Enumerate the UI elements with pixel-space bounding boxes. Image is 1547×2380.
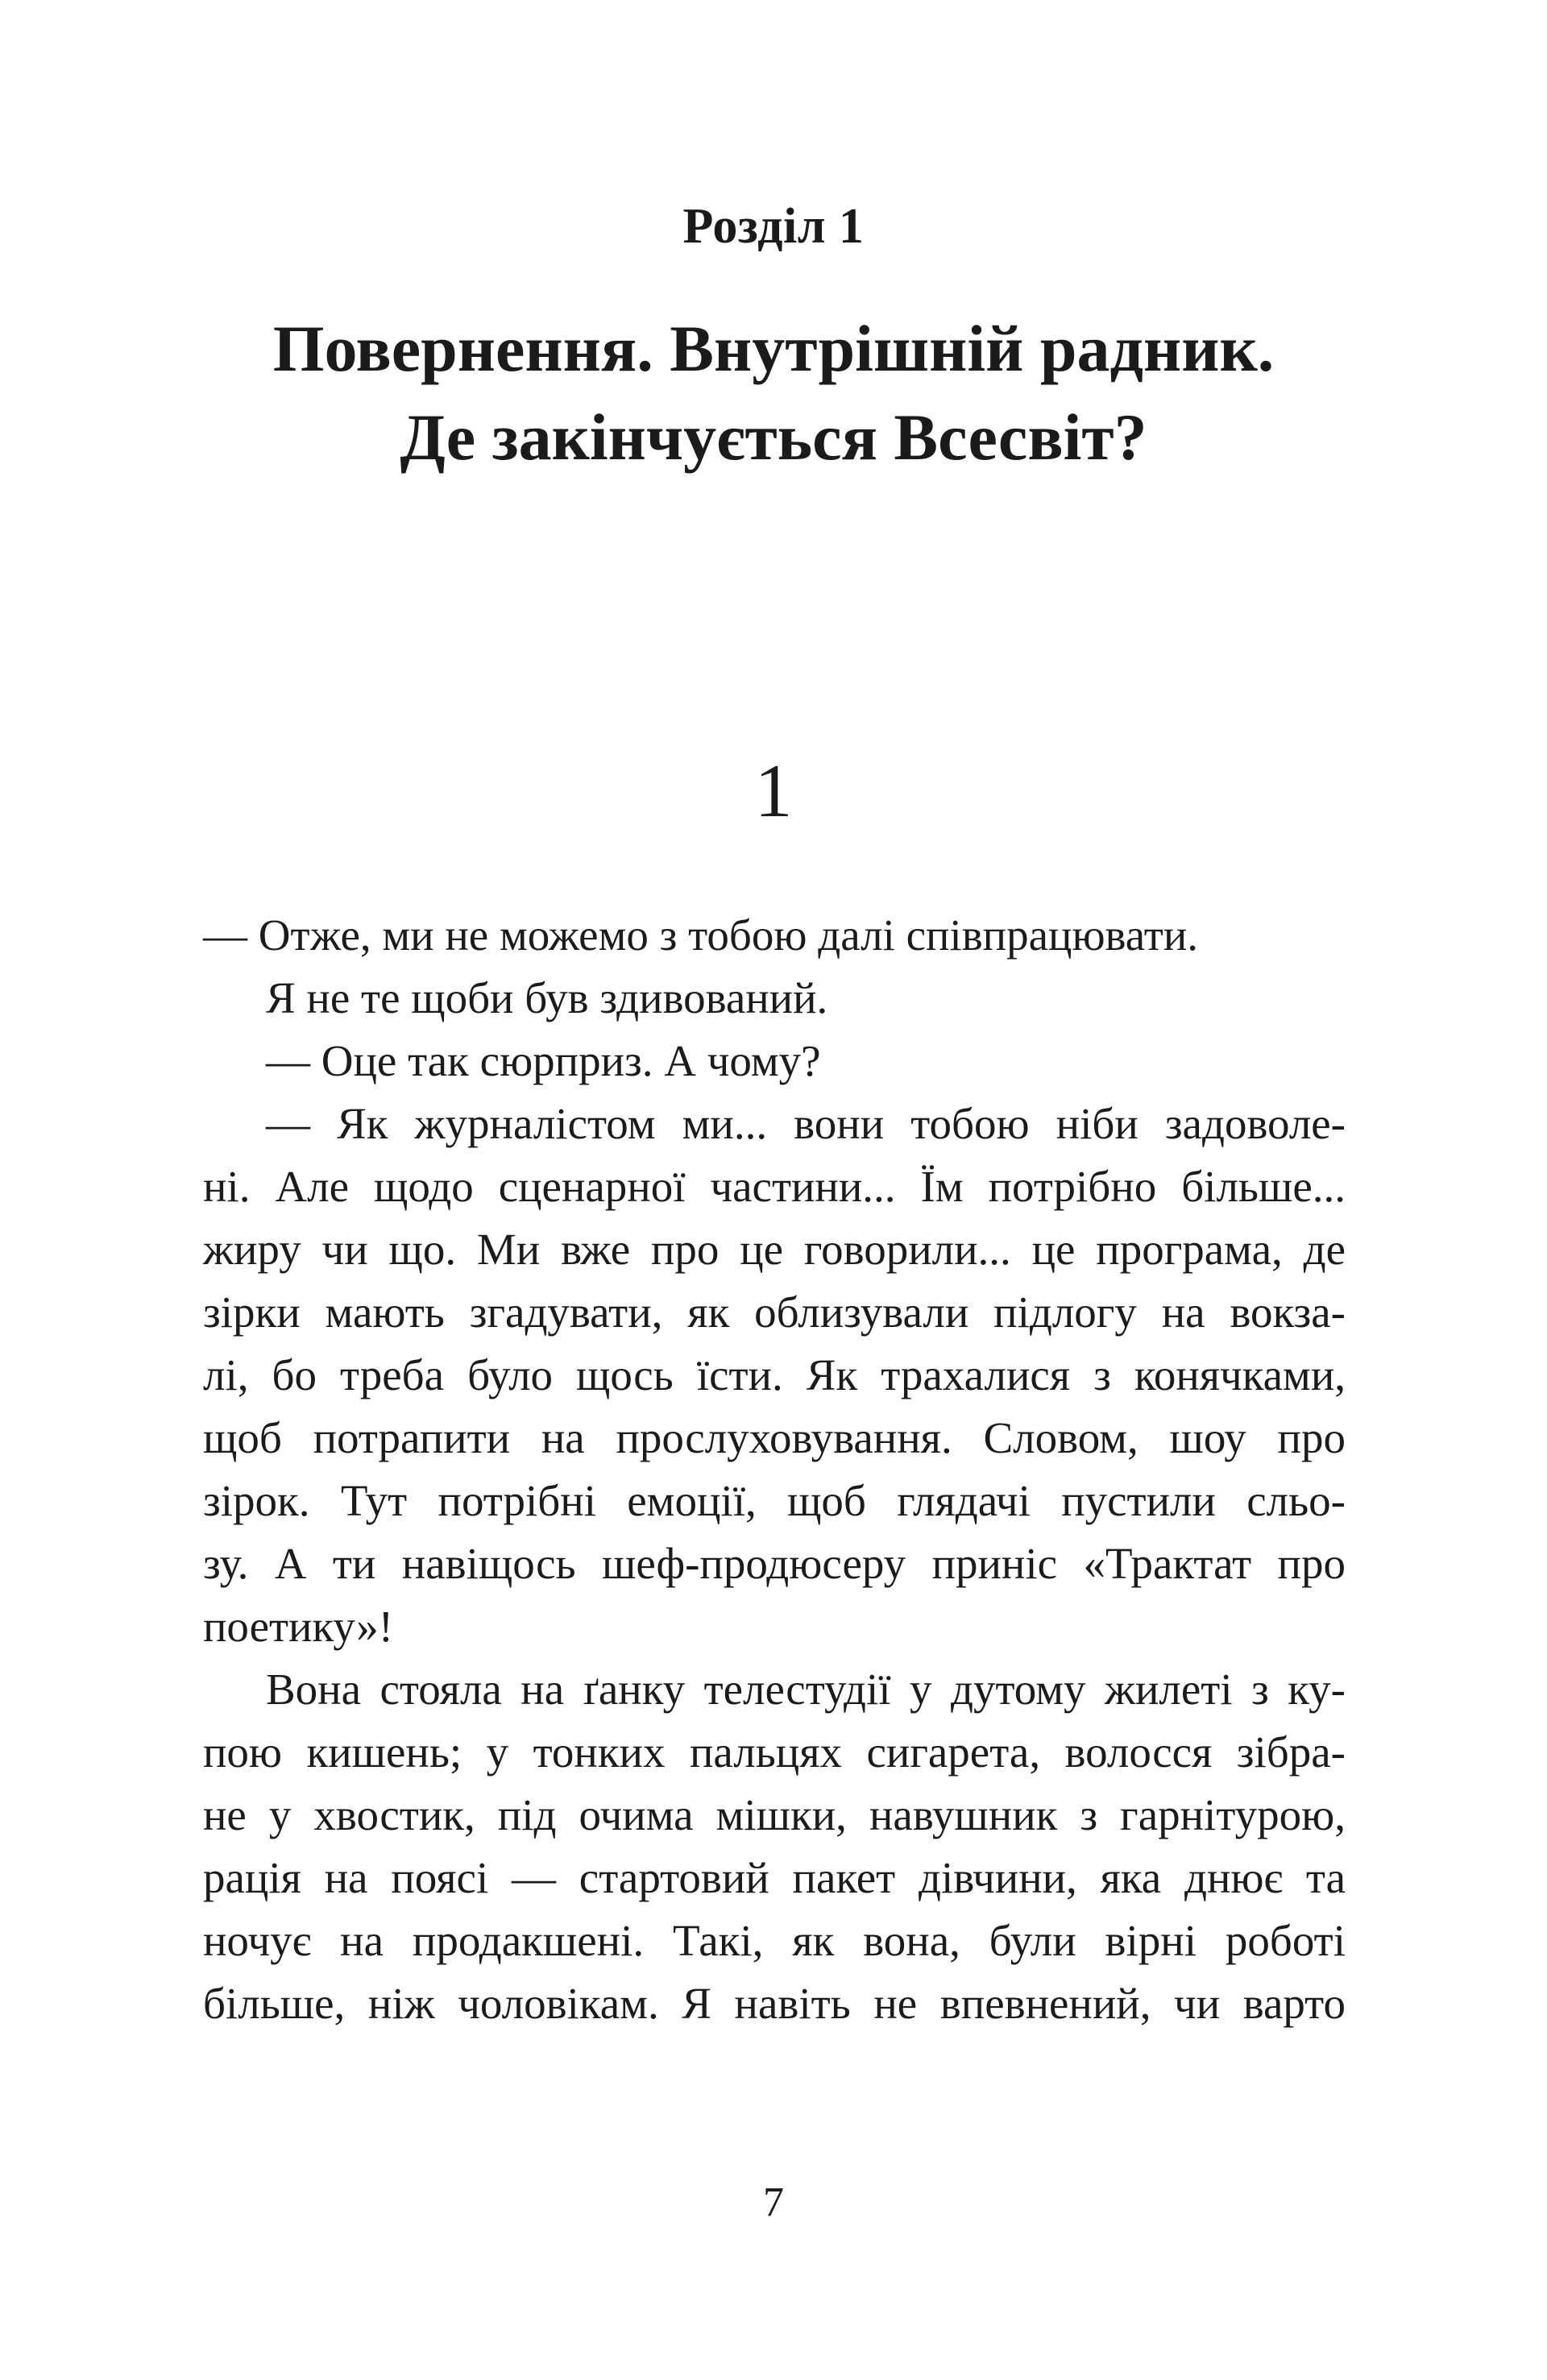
body-line: — Отже, ми не можемо з тобою далі співпрацювати. [203,910,1199,960]
body-line: ні. Але щодо сценарної частини... Їм потрібно більше... [203,1162,1346,1211]
body-text [203,904,1346,2035]
body-line: не у хвостик, під очима мішки, навушник з гарнітурою, [203,1790,1346,1839]
body-line: — Як журналістом ми... вони тобою ніби задоволе- [266,1099,1346,1148]
body-line: жиру чи що. Ми вже про це говорили... це програма, де [203,1225,1346,1274]
body-line: пою кишень; у тонких пальцях сигарета, волосся зібра- [203,1727,1346,1777]
body-line: щоб потрапити на прослуховування. Словом, шоу про [203,1413,1346,1462]
body-line: зірки мають згадувати, як облизували підлогу на вокза- [203,1287,1346,1337]
chapter-label: Розділ 1 [682,199,865,254]
chapter-title-line-2: Де закінчується Всесвіт? [400,400,1147,474]
chapter-title-line-1: Повернення. Внутрішній радник. [272,312,1275,385]
section-number: 1 [754,749,793,833]
body-line: — Оце так сюрприз. А чому? [266,1036,821,1085]
page-number: 7 [763,2179,784,2225]
body-line: Я не те щоби був здивований. [266,973,828,1022]
body-line: більше, ніж чоловікам. Я навіть не впевнений, чи варто [203,1979,1346,2028]
body-line: зу. А ти навіщось шеф-продюсеру приніс «Трактат про [203,1539,1346,1588]
body-line: Вона стояла на ґанку телестудії у дутому жилеті з ку- [266,1665,1346,1714]
body-line: лі, бо треба було щось їсти. Як трахалися з конячками, [203,1350,1346,1399]
body-line: зірок. Тут потрібні емоції, щоб глядачі пустили сльо- [203,1476,1346,1525]
body-line: рація на поясі — стартовий пакет дівчини, яка днює та [203,1853,1346,1902]
body-line: ночує на продакшені. Такі, як вона, були вірні роботі [203,1916,1346,1965]
body-line: поетику»! [203,1602,394,1651]
chapter-title [0,305,1547,482]
